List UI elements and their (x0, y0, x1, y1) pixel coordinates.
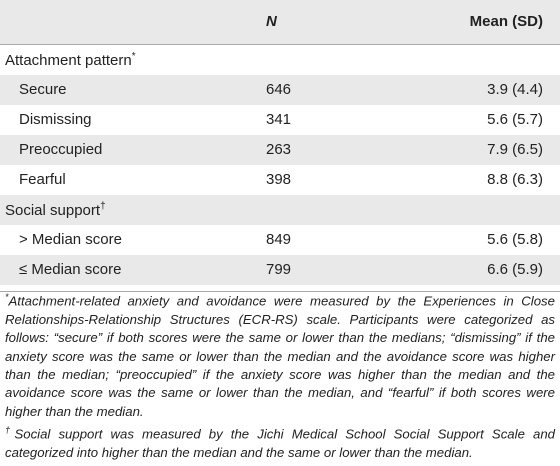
section-attachment-pattern (0, 45, 560, 75)
row-mean: 3.9 (4.4) (487, 81, 543, 98)
row-mean: 7.9 (6.5) (487, 141, 543, 158)
section-title: Social support (5, 202, 101, 219)
row-n: 646 (266, 81, 292, 98)
table-row (0, 105, 560, 135)
row-label: ≤ Median score (19, 261, 122, 278)
row-label: Fearful (19, 171, 66, 188)
table-row (0, 165, 560, 195)
row-n: 849 (266, 231, 292, 248)
footnote (5, 288, 555, 421)
row-mean: 6.6 (5.9) (487, 261, 543, 278)
footnote-marker: * (5, 292, 9, 302)
header-n: N (266, 13, 277, 30)
row-mean: 5.6 (5.7) (487, 111, 543, 128)
footnote (5, 421, 555, 462)
row-label: Secure (19, 81, 67, 98)
row-n: 398 (266, 171, 292, 188)
footnote-text: Attachment-related anxiety and avoidance were measured by the Experiences in Close Relationships-Relationship Structures (ECR-RS) scale. Participants were categorized as follows: “secure” if both scores were the same or lower than the medians; “dismissing” if the anxiety score was the same or lower than the median and the avoidance score was higher than the median; “preoccupied” if the anxiety score was higher than the median and the avoidance score was the same or lower than the median, and “fearful” if both scores were higher than the median. (5, 293, 555, 419)
row-label: Dismissing (19, 111, 92, 128)
row-mean: 8.8 (6.3) (487, 171, 543, 188)
row-label: Preoccupied (19, 141, 103, 158)
row-n: 799 (266, 261, 292, 278)
table-header (0, 0, 560, 45)
footnote-marker: † (5, 425, 15, 436)
table-row (0, 135, 560, 165)
row-label: > Median score (19, 231, 122, 248)
row-mean: 5.6 (5.8) (487, 231, 543, 248)
table-row (0, 255, 560, 285)
footnote-text: Social support was measured by the Jichi Medical School Social Support Scale and categorized into higher than the median and the same or lower than the median. (5, 426, 555, 461)
row-n: 263 (266, 141, 292, 158)
table-footnotes (5, 288, 555, 462)
footnote-marker: † (100, 201, 106, 212)
header-mean-sd: Mean (SD) (469, 13, 543, 30)
row-n: 341 (266, 111, 292, 128)
section-title: Attachment pattern (5, 52, 132, 69)
table-row (0, 225, 560, 255)
footnote-marker: * (131, 51, 136, 62)
section-social-support (0, 195, 560, 225)
table-row (0, 75, 560, 105)
